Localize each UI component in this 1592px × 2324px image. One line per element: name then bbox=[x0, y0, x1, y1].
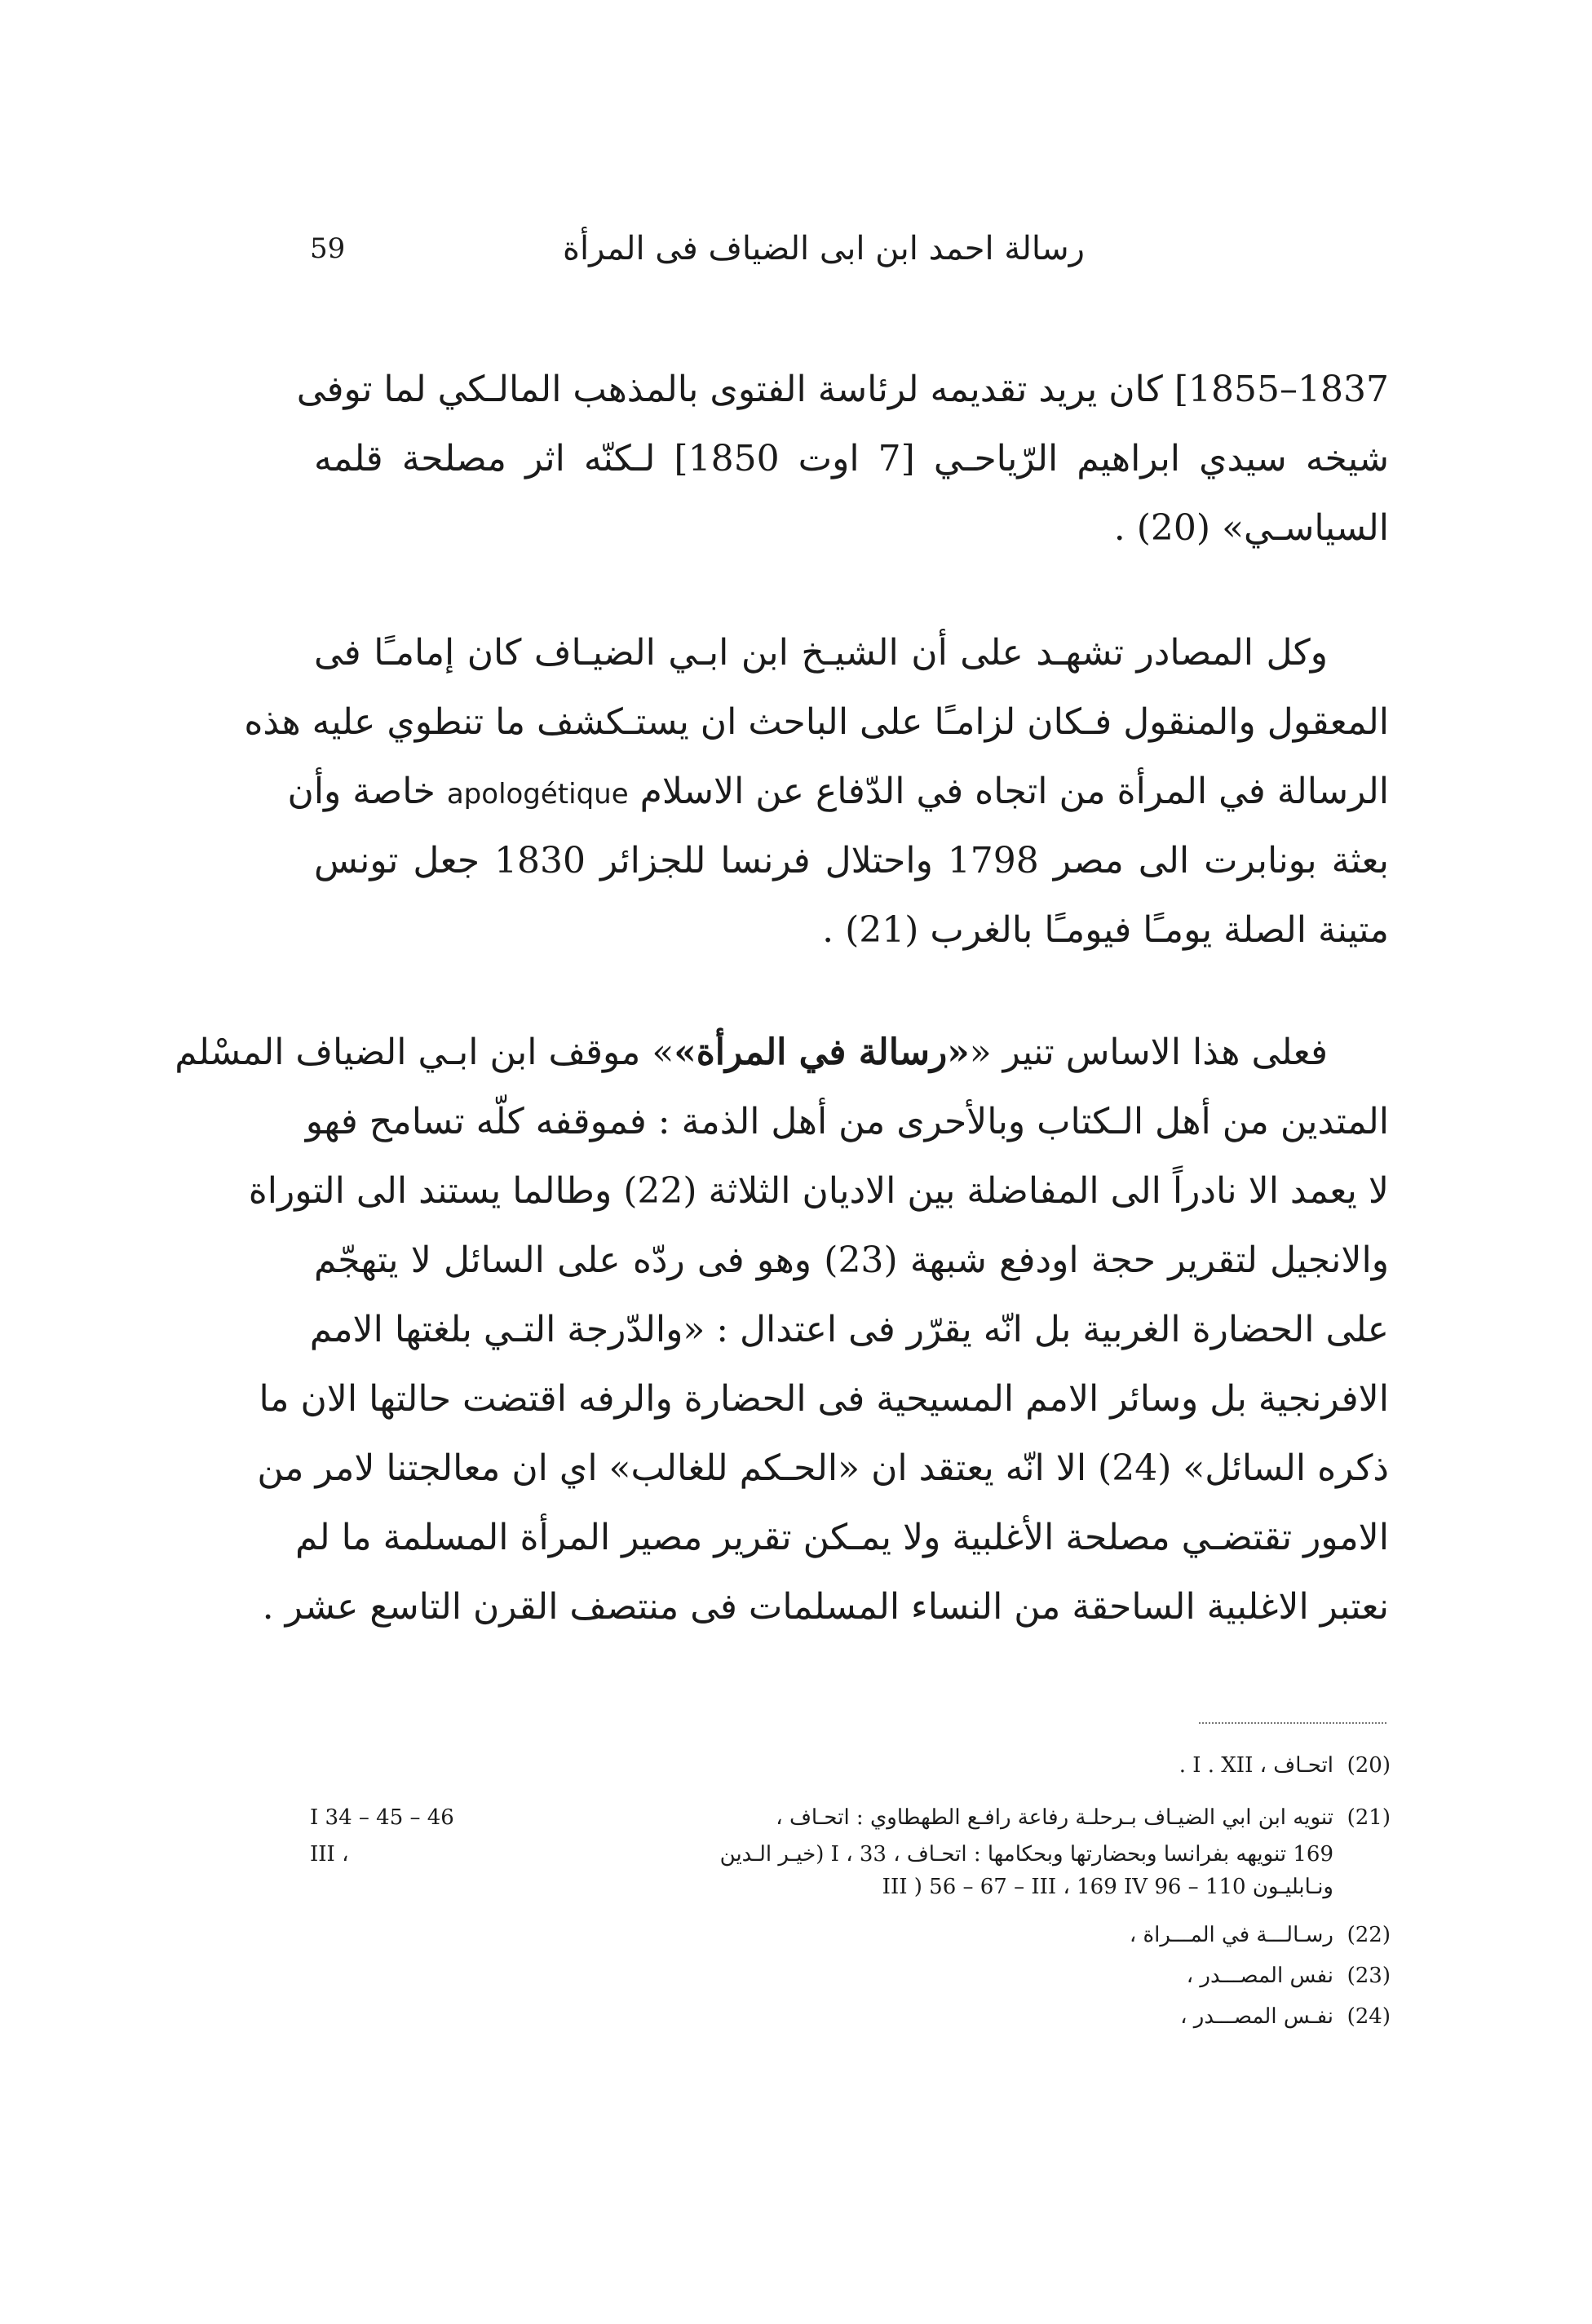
footnote-24 bbox=[310, 1996, 1391, 2037]
text-line: وكل المصادر تشهـد على أن الشيـخ ابن ابـي الضيـاف كان إمامـًا فى bbox=[314, 632, 1328, 674]
footnote-21 bbox=[310, 1797, 1391, 1838]
text-fragment: فعلى هذا الاساس تنير « bbox=[969, 1032, 1328, 1073]
text-line: ذكره السائل» (24) الا انّه يعتقد ان «الحـكم للغالب» اي ان معالجتنا لامر من bbox=[257, 1447, 1389, 1489]
footnote-21-continued bbox=[310, 1871, 1391, 1903]
text-fragment: الرسالة في المرأة من اتجاه في الدّفاع عن الاسلام bbox=[639, 771, 1389, 812]
text-fragment: » موقف ابن ابـي الضياف المسْلم bbox=[175, 1032, 674, 1073]
text-line: شيخه سيدي ابراهيم الرّياحـي [7 اوت 1850] لـكنّه اثر مصلحة قلمه bbox=[314, 438, 1390, 479]
footnote-reference: III ، bbox=[310, 1842, 349, 1867]
text-line: السياسـي» (20) . bbox=[1113, 507, 1389, 549]
footnote-text: 169 تنويهه بفرانسا وبحضارتها وبحكامها : اتحـاف ، I ، 33 (خيـر الـدين bbox=[719, 1842, 1333, 1867]
footnote-number: (22) bbox=[1347, 1923, 1391, 1947]
paragraph-3 bbox=[175, 1018, 1389, 1641]
footnote-text: اتحـاف ، I . XII . bbox=[1179, 1753, 1333, 1778]
footnote-reference: I 34 – 45 – 46 bbox=[310, 1805, 454, 1830]
footnote-number: (21) bbox=[1347, 1805, 1391, 1830]
text-line: الافرنجية بل وسائر الامم المسيحية فى الحضارة والرفه اقتضت حالتها الان ما bbox=[259, 1378, 1389, 1420]
running-header bbox=[310, 220, 1125, 277]
footnote-23 bbox=[310, 1955, 1391, 1996]
text-fragment: خاصة وأن bbox=[287, 771, 436, 812]
footnote-20 bbox=[310, 1745, 1391, 1786]
text-line: 1837–1855] كان يريد تقديمه لرئاسة الفتوى بالمذهب المالـكي لما توفى bbox=[296, 369, 1389, 410]
footnote-text: تنويه ابن ابي الضيـاف بـرحلـة رفاعة رافـع الطهطاوي : اتحـاف ، bbox=[776, 1805, 1333, 1830]
footnote-text: نفـس المصـــدر ، bbox=[1180, 2004, 1333, 2029]
paragraph-2 bbox=[244, 618, 1389, 965]
footnote-21-continued bbox=[310, 1838, 1391, 1871]
footnote-22 bbox=[310, 1915, 1391, 1955]
footnote-number: (24) bbox=[1347, 2004, 1391, 2029]
footnote-number: (23) bbox=[1347, 1964, 1391, 1988]
text-line: نعتبر الاغلبية الساحقة من النساء المسلمات فى منتصف القرن التاسع عشر . bbox=[262, 1586, 1389, 1628]
bold-title: «رسالة في المرأة» bbox=[674, 1032, 970, 1073]
footnote-text: نفس المصـــدر ، bbox=[1186, 1964, 1333, 1988]
text-line: المتدين من أهل الـكتاب وبالأحرى من أهل الذمة : فموقفه كلّه تسامح فهو bbox=[305, 1101, 1389, 1142]
footnote-text: رسـالـــة في المـــراة ، bbox=[1129, 1923, 1333, 1947]
text-line: لا يعمد الا نادراً الى المفاضلة بين الاديان الثلاثة (22) وطالما يستند الى التوراة bbox=[248, 1170, 1389, 1212]
page-number: 59 bbox=[310, 232, 346, 265]
text-line: على الحضارة الغربية بل انّه يقرّر فى اعتدال : «والدّرجة التـي بلغتها الامم bbox=[309, 1309, 1389, 1350]
text-line: بعثة بونابرت الى مصر 1798 واحتلال فرنسا للجزائر 1830 جعل تونس bbox=[314, 840, 1389, 881]
text-line: والانجيل لتقرير حجة اودفع شبهة (23) وهو فى ردّه على السائل لا يتهجّم bbox=[314, 1239, 1389, 1281]
text-line: متينة الصلة يومـًا فيومـًا بالغرب (21) . bbox=[822, 909, 1389, 951]
running-title: رسالة احمد ابن ابى الضياف فى المرأة bbox=[563, 230, 1085, 267]
paragraph-1 bbox=[296, 355, 1390, 563]
footnotes bbox=[310, 1745, 1391, 2037]
text-line-mixed bbox=[287, 757, 1389, 826]
text-line: المعقول والمنقول فـكان لزامـًا على الباحث ان يستـكشف ما تنطوي عليه هذه bbox=[244, 701, 1389, 743]
latin-term: apologétique bbox=[446, 778, 629, 811]
text-line-mixed bbox=[175, 1018, 1389, 1087]
footnote-divider bbox=[1199, 1722, 1386, 1724]
footnote-number: (20) bbox=[1347, 1753, 1391, 1778]
text-line: الامور تقتضـي مصلحة الأغلبية ولا يمـكن تقرير مصير المرأة المسلمة ما لم bbox=[294, 1517, 1389, 1558]
footnote-text: ونـابليـون III ) 56 – 67 – III ، 169 IV 96 – 110 bbox=[882, 1875, 1333, 1899]
